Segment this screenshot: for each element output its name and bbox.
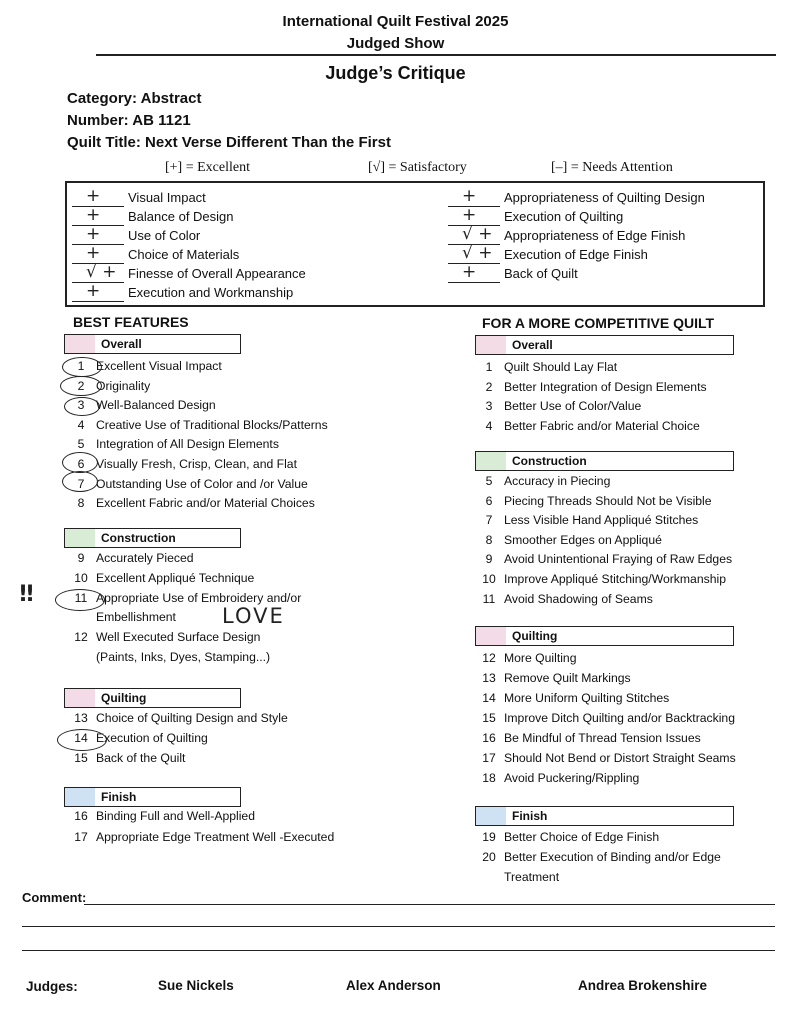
- list-item: [474, 849, 721, 865]
- item-number: 3: [77, 398, 85, 413]
- section-title: Overall: [101, 337, 142, 351]
- item-text: Binding Full and Well-Applied: [96, 809, 255, 823]
- criteria-label: Visual Impact: [128, 190, 206, 205]
- item-number: 13: [482, 671, 496, 685]
- item-number: 20: [482, 850, 496, 864]
- item-text: Less Visible Hand Appliqué Stitches: [504, 513, 699, 528]
- section-color-swatch: [476, 807, 506, 825]
- item-text: Execution of Quilting: [96, 731, 208, 745]
- item-text: More Uniform Quilting Stitches: [504, 691, 670, 705]
- item-text: Embellishment: [96, 610, 176, 624]
- item-number: 18: [482, 771, 496, 785]
- circle-mark: [60, 376, 102, 396]
- legend-needs-attention: [–] = Needs Attention: [551, 160, 673, 175]
- list-item: [474, 690, 669, 706]
- item-text: Excellent Appliqué Technique: [96, 571, 255, 585]
- item-text: Avoid Unintentional Fraying of Raw Edges: [504, 552, 733, 567]
- list-item: [474, 710, 735, 726]
- criteria-row: [448, 243, 648, 264]
- rating-mark: +: [462, 186, 477, 206]
- comment-line[interactable]: [22, 926, 775, 927]
- handwritten-love-note: LOVE: [222, 604, 285, 628]
- item-number: 6: [485, 493, 493, 508]
- list-item: [474, 418, 700, 434]
- item-text: Outstanding Use of Color and /or Value: [96, 476, 308, 491]
- criteria-label: Balance of Design: [128, 209, 234, 224]
- list-item: [474, 869, 559, 885]
- rating-mark: √ +: [462, 224, 493, 244]
- list-item: [474, 650, 576, 666]
- item-text: Accuracy in Piecing: [504, 474, 611, 488]
- legend-excellent: [+] = Excellent: [165, 160, 250, 175]
- competitive-heading: FOR A MORE COMPETITIVE QUILT: [482, 315, 715, 331]
- item-text: Originality: [96, 378, 151, 393]
- item-number: 10: [482, 572, 496, 586]
- item-number: 12: [74, 630, 88, 644]
- list-item: [474, 473, 610, 489]
- list-item: [66, 550, 194, 566]
- list-item: [474, 670, 631, 686]
- handwritten-exclamation: !!: [18, 582, 33, 607]
- list-item: [474, 750, 736, 766]
- list-item: [66, 750, 185, 766]
- rating-mark: +: [462, 262, 477, 282]
- item-number: 5: [77, 437, 85, 452]
- criteria-label: Appropriateness of Quilting Design: [504, 190, 705, 205]
- criteria-label: Finesse of Overall Appearance: [128, 266, 306, 281]
- criteria-label: Execution and Workmanship: [128, 285, 294, 300]
- section-header-quilting: [64, 688, 241, 708]
- item-number: 7: [485, 513, 493, 528]
- rating-mark: √ +: [462, 243, 493, 263]
- item-text: Appropriate Edge Treatment Well -Executed: [96, 830, 335, 844]
- criteria-row: [72, 262, 306, 283]
- section-header-overall: [475, 335, 734, 355]
- list-item: [474, 551, 732, 567]
- list-item: [474, 730, 701, 746]
- section-header-construction: [64, 528, 241, 548]
- list-item: [66, 808, 255, 824]
- judge-name: Alex Anderson: [346, 978, 441, 993]
- item-number: 16: [74, 809, 88, 823]
- item-number: 9: [485, 552, 493, 567]
- section-color-swatch: [65, 689, 95, 707]
- item-number: 14: [482, 691, 496, 705]
- list-item: [66, 829, 334, 845]
- list-item: [474, 379, 707, 395]
- item-number: 7: [77, 476, 85, 491]
- list-item: [66, 649, 270, 665]
- section-color-swatch: [65, 788, 95, 806]
- item-number: 14: [74, 731, 88, 745]
- item-number: 4: [77, 417, 85, 432]
- item-text: Smoother Edges on Appliqué: [504, 532, 662, 547]
- item-number: 9: [77, 551, 85, 565]
- list-item: [474, 770, 639, 786]
- best-features-heading: BEST FEATURES: [73, 314, 189, 330]
- section-color-swatch: [476, 627, 506, 645]
- item-text: Integration of All Design Elements: [96, 437, 279, 452]
- show-title: Judged Show: [346, 35, 445, 52]
- item-number: 2: [485, 379, 493, 394]
- item-text: Appropriate Use of Embroidery and/or: [96, 591, 302, 605]
- item-number: 5: [485, 474, 493, 488]
- rating-mark: +: [86, 243, 101, 263]
- item-text: (Paints, Inks, Dyes, Stamping...): [96, 650, 271, 664]
- item-text: Avoid Puckering/Rippling: [504, 771, 640, 785]
- list-item: [474, 591, 653, 607]
- item-text: Back of the Quilt: [96, 751, 186, 765]
- item-text: Excellent Visual Impact: [96, 359, 222, 373]
- item-number: 1: [77, 359, 85, 373]
- item-number: 1: [485, 360, 493, 374]
- item-number: 3: [485, 399, 493, 413]
- list-item: [66, 495, 315, 511]
- item-number: 17: [482, 751, 496, 765]
- list-item: [474, 398, 641, 414]
- item-text: Quilt Should Lay Flat: [504, 360, 618, 374]
- rating-mark: +: [86, 281, 101, 301]
- section-header-construction: [475, 451, 734, 471]
- criteria-label: Execution of Quilting: [504, 209, 624, 224]
- section-color-swatch: [476, 452, 506, 470]
- item-number: 8: [485, 532, 493, 547]
- page-title: Judge’s Critique: [325, 63, 466, 83]
- item-text: Improve Ditch Quilting and/or Backtracking: [504, 711, 735, 725]
- section-title: Construction: [512, 454, 587, 468]
- section-color-swatch: [65, 335, 95, 353]
- list-item: [66, 609, 176, 625]
- item-text: Well Executed Surface Design: [96, 630, 261, 644]
- item-text: Better Use of Color/Value: [504, 399, 642, 413]
- item-text: Accurately Pieced: [96, 551, 194, 565]
- list-item: [474, 359, 617, 375]
- comment-line[interactable]: [22, 950, 775, 951]
- item-number: 19: [482, 830, 496, 844]
- item-number: 11: [74, 591, 88, 605]
- criteria-label: Back of Quilt: [504, 266, 578, 281]
- section-title: Quilting: [512, 629, 558, 643]
- criteria-label: Choice of Materials: [128, 247, 240, 262]
- criteria-row: [448, 186, 705, 207]
- entry-number: Number: AB 1121: [67, 112, 191, 129]
- item-text: Treatment: [504, 870, 560, 884]
- list-item: [474, 493, 712, 509]
- item-text: Piecing Threads Should Not be Visible: [504, 493, 712, 508]
- list-item: [66, 570, 254, 586]
- rating-mark: +: [86, 224, 101, 244]
- item-number: 15: [482, 711, 496, 725]
- list-item: [474, 512, 698, 528]
- legend-satisfactory: [√] = Satisfactory: [368, 160, 467, 175]
- item-text: Remove Quilt Markings: [504, 671, 631, 685]
- section-title: Finish: [101, 790, 137, 804]
- item-text: Well-Balanced Design: [96, 398, 216, 413]
- item-text: More Quilting: [504, 651, 577, 665]
- item-number: 17: [74, 830, 88, 844]
- section-header-quilting: [475, 626, 734, 646]
- list-item: [66, 629, 260, 645]
- criteria-row: [72, 281, 294, 302]
- item-number: 8: [77, 496, 85, 511]
- item-number: 15: [74, 751, 88, 765]
- criteria-label: Execution of Edge Finish: [504, 247, 648, 262]
- item-number: 6: [77, 457, 85, 471]
- circle-mark: [62, 357, 102, 377]
- circle-mark: [64, 397, 100, 416]
- section-title: Construction: [101, 531, 176, 545]
- header-rule: [96, 54, 776, 56]
- rating-mark: +: [86, 205, 101, 225]
- circle-mark: [62, 471, 98, 492]
- rating-blank[interactable]: [448, 262, 500, 283]
- criteria-row: [448, 262, 578, 283]
- item-text: Improve Appliqué Stitching/Workmanship: [504, 572, 726, 586]
- item-text: Creative Use of Traditional Blocks/Patterns: [96, 417, 328, 432]
- section-header-finish: [64, 787, 241, 807]
- list-item: [66, 436, 279, 452]
- item-number: 12: [482, 651, 496, 665]
- criteria-label: Appropriateness of Edge Finish: [504, 228, 686, 243]
- item-text: Choice of Quilting Design and Style: [96, 711, 288, 725]
- circle-mark: [57, 729, 107, 751]
- entry-quilt-title: Quilt Title: Next Verse Different Than the First: [67, 134, 391, 151]
- list-item: [66, 417, 328, 433]
- item-number: 2: [77, 378, 85, 393]
- comment-line[interactable]: [84, 904, 775, 905]
- item-text: Excellent Fabric and/or Material Choices: [96, 496, 315, 511]
- item-number: 13: [74, 711, 88, 725]
- item-text: Better Choice of Edge Finish: [504, 830, 660, 844]
- rating-mark: +: [462, 205, 477, 225]
- festival-title: International Quilt Festival 2025: [282, 13, 509, 30]
- entry-category: Category: Abstract: [67, 90, 202, 107]
- item-text: Avoid Shadowing of Seams: [504, 591, 653, 606]
- comment-label: Comment:: [22, 890, 87, 905]
- item-text: Better Integration of Design Elements: [504, 379, 707, 394]
- rating-mark: √ +: [86, 262, 117, 282]
- item-text: Be Mindful of Thread Tension Issues: [504, 731, 701, 745]
- section-title: Finish: [512, 809, 548, 823]
- list-item: [66, 476, 308, 492]
- section-header-finish: [475, 806, 734, 826]
- item-text: Better Execution of Binding and/or Edge: [504, 850, 721, 864]
- criteria-label: Use of Color: [128, 228, 201, 243]
- item-number: 16: [482, 731, 496, 745]
- rating-blank[interactable]: [72, 281, 124, 302]
- item-text: Better Fabric and/or Material Choice: [504, 418, 700, 433]
- section-color-swatch: [476, 336, 506, 354]
- list-item: [474, 532, 662, 548]
- item-text: Visually Fresh, Crisp, Clean, and Flat: [96, 457, 297, 471]
- circle-mark: [62, 452, 98, 473]
- list-item: [474, 829, 659, 845]
- item-number: 4: [485, 418, 493, 433]
- item-text: Should Not Bend or Distort Straight Seams: [504, 751, 736, 765]
- section-title: Quilting: [101, 691, 147, 705]
- list-item: [66, 456, 297, 472]
- section-header-overall: [64, 334, 241, 354]
- judges-label: Judges:: [26, 979, 78, 994]
- section-color-swatch: [65, 529, 95, 547]
- circle-mark: [55, 589, 105, 611]
- list-item: [66, 710, 288, 726]
- list-item: [474, 571, 726, 587]
- rating-mark: +: [86, 186, 101, 206]
- item-number: 11: [482, 591, 496, 606]
- judge-name: Sue Nickels: [158, 978, 234, 993]
- section-title: Overall: [512, 338, 553, 352]
- item-number: 10: [74, 571, 88, 585]
- judge-name: Andrea Brokenshire: [578, 978, 708, 993]
